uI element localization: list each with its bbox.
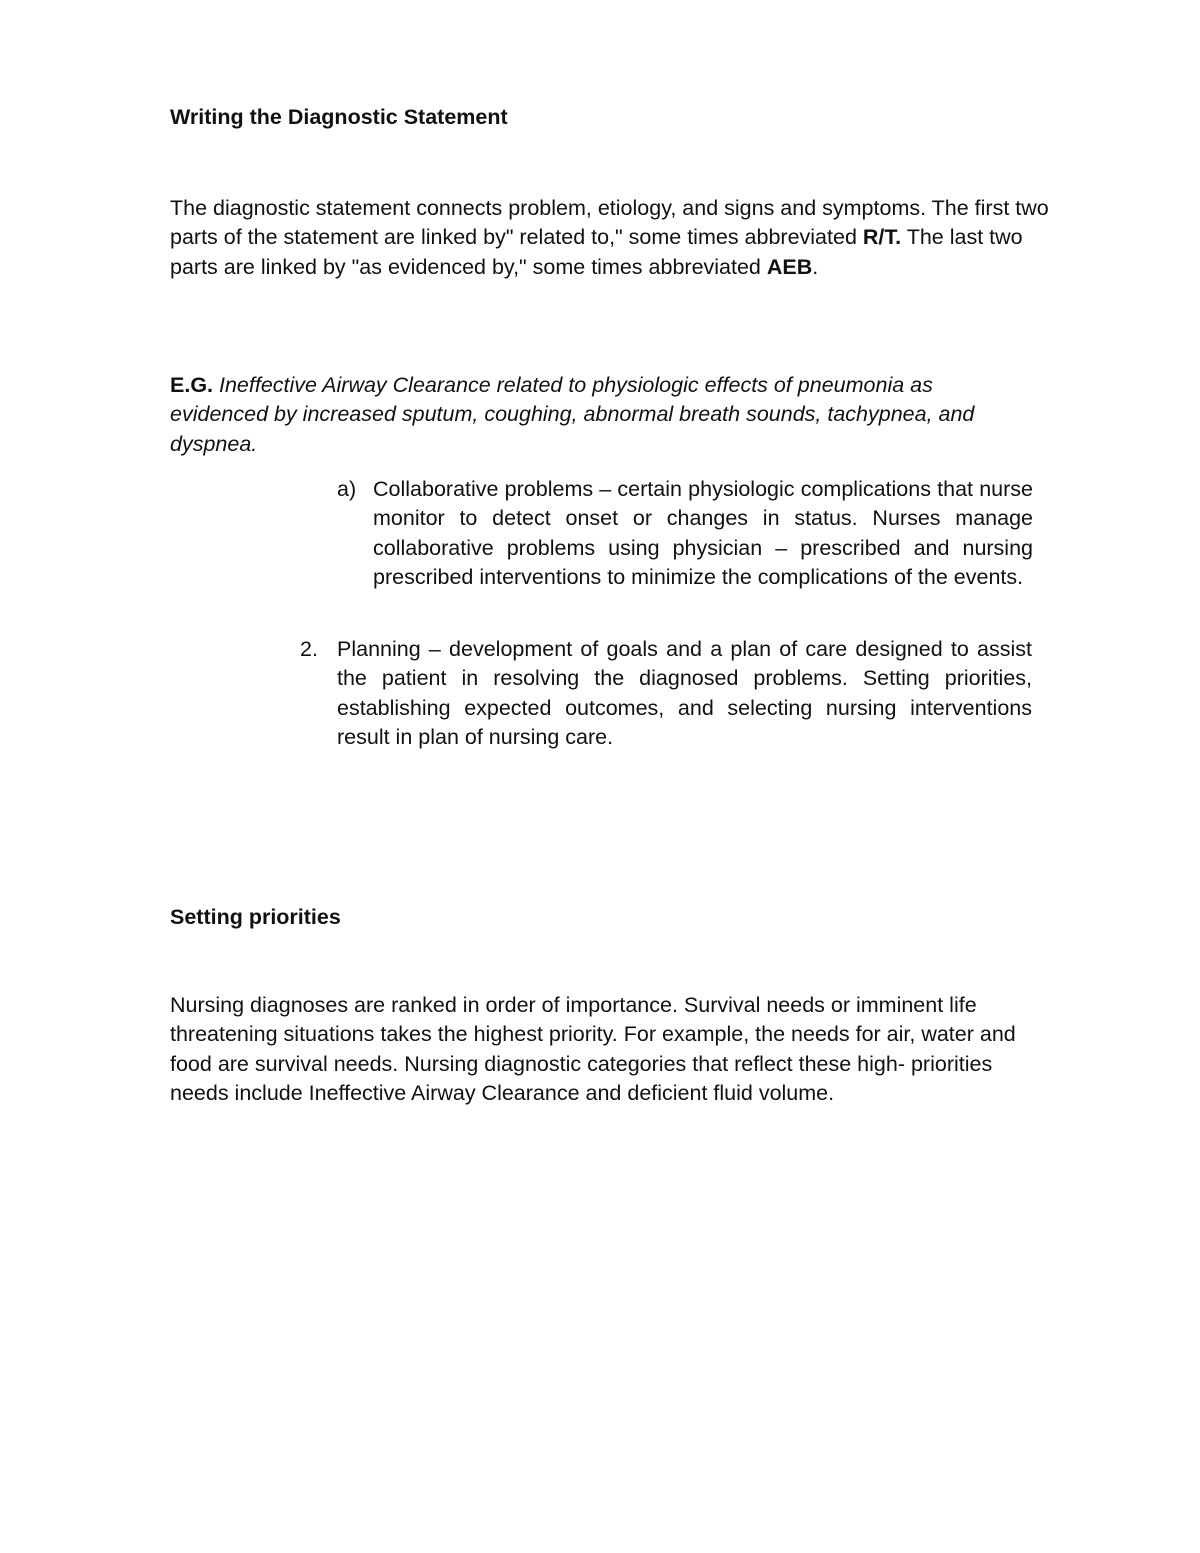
paragraph-text: The diagnostic statement connects problem, etiology, and signs and symptoms. The first two parts of the statement are linked by" related to," some times abbreviated: [170, 196, 1049, 250]
section-heading-setting-priorities: Setting priorities: [170, 905, 341, 929]
example-label: E.G.: [170, 373, 214, 397]
diagnostic-statement-paragraph: [170, 194, 1050, 282]
list-item-text: Planning – development of goals and a plan of care designed to assist the patient in resolving the diagnosed problems. Setting priorities, establishing expected outcomes, and selecting nursing interventions result in plan of nursing care.: [337, 637, 1032, 750]
list-marker: 2.: [300, 637, 318, 661]
abbreviation-rt: R/T.: [862, 225, 902, 250]
example-text: Ineffective Airway Clearance related to physiologic effects of pneumonia as evidenced by increased sputum, coughing, abnormal breath sounds, tachypnea, and dyspnea.: [170, 373, 975, 456]
paragraph-text: .: [812, 254, 819, 279]
list-marker: a): [337, 477, 357, 501]
setting-priorities-paragraph: Nursing diagnoses are ranked in order of importance. Survival needs or imminent life threatening situations takes the highest priority. For example, the needs for air, water and food are survival needs. Nursing diagnostic categories that reflect these high- priorities needs include Ineffective Airway Clearance and deficient fluid volume.: [170, 993, 1016, 1106]
paragraph-text: The last two parts are linked by "as evidenced by," some times abbreviated: [170, 225, 1023, 279]
example-paragraph: [170, 371, 1030, 459]
list-item-text: Collaborative problems – certain physiologic complications that nurse monitor to detect onset or changes in status. Nurses manage collaborative problems using physician – prescribed and nursing prescribed interventions to minimize the complications of the events.: [373, 477, 1033, 590]
abbreviation-aeb: AEB: [766, 254, 813, 279]
section-heading-diagnostic-statement: Writing the Diagnostic Statement: [170, 105, 508, 129]
